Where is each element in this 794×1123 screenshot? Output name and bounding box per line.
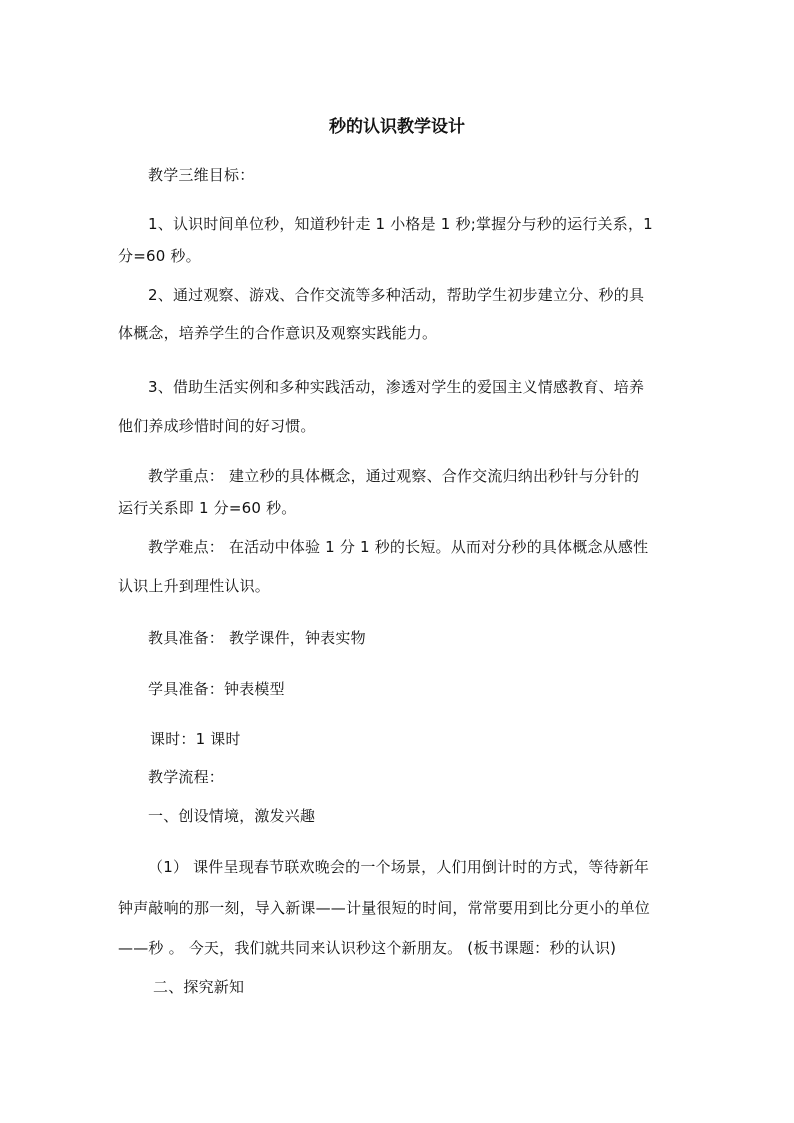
goal-1-line-2: 分=60 秒。	[118, 247, 201, 265]
step-one-line-3: ——秒 。 今天，我们就共同来认识秒这个新朋友。 (板书课题：秒的认识)	[118, 939, 617, 957]
key-point-line-1: 教学重点： 建立秒的具体概念，通过观察、合作交流归纳出秒针与分针的	[148, 467, 640, 485]
class-hours: 课时：1 课时	[150, 730, 241, 748]
step-one-line-1: （1） 课件呈现春节联欢晚会的一个场景，人们用倒计时的方式，等待新年	[148, 858, 650, 876]
difficulty-line-1: 教学难点： 在活动中体验 1 分 1 秒的长短。从而对分秒的具体概念从感性	[148, 538, 649, 556]
section-one-heading: 一、创设情境，激发兴趣	[148, 807, 316, 825]
process-heading: 教学流程：	[148, 768, 225, 786]
step-one-line-2: 钟声敲响的那一刻，导入新课——计量很短的时间，常常要用到比分更小的单位	[118, 899, 651, 917]
teaching-aids: 教具准备： 教学课件，钟表实物	[148, 629, 366, 647]
goal-3-line-2: 他们养成珍惜时间的好习惯。	[118, 417, 316, 435]
goal-2-line-2: 体概念，培养学生的合作意识及观察实践能力。	[118, 324, 438, 342]
key-point-line-2: 运行关系即 1 分=60 秒。	[118, 499, 297, 517]
section-two-heading: 二、探究新知	[153, 978, 245, 996]
student-aids: 学具准备：钟表模型	[148, 680, 285, 698]
goal-3-line-1: 3、借助生活实例和多种实践活动，渗透对学生的爱国主义情感教育、培养	[148, 378, 645, 396]
goals-heading: 教学三维目标：	[148, 166, 255, 184]
difficulty-line-2: 认识上升到理性认识。	[118, 577, 271, 595]
goal-2-line-1: 2、通过观察、游戏、合作交流等多种活动，帮助学生初步建立分、秒的具	[148, 286, 645, 304]
goal-1-line-1: 1、认识时间单位秒，知道秒针走 1 小格是 1 秒;掌握分与秒的运行关系，1	[148, 215, 653, 233]
document-title: 秒的认识教学设计	[329, 117, 465, 137]
